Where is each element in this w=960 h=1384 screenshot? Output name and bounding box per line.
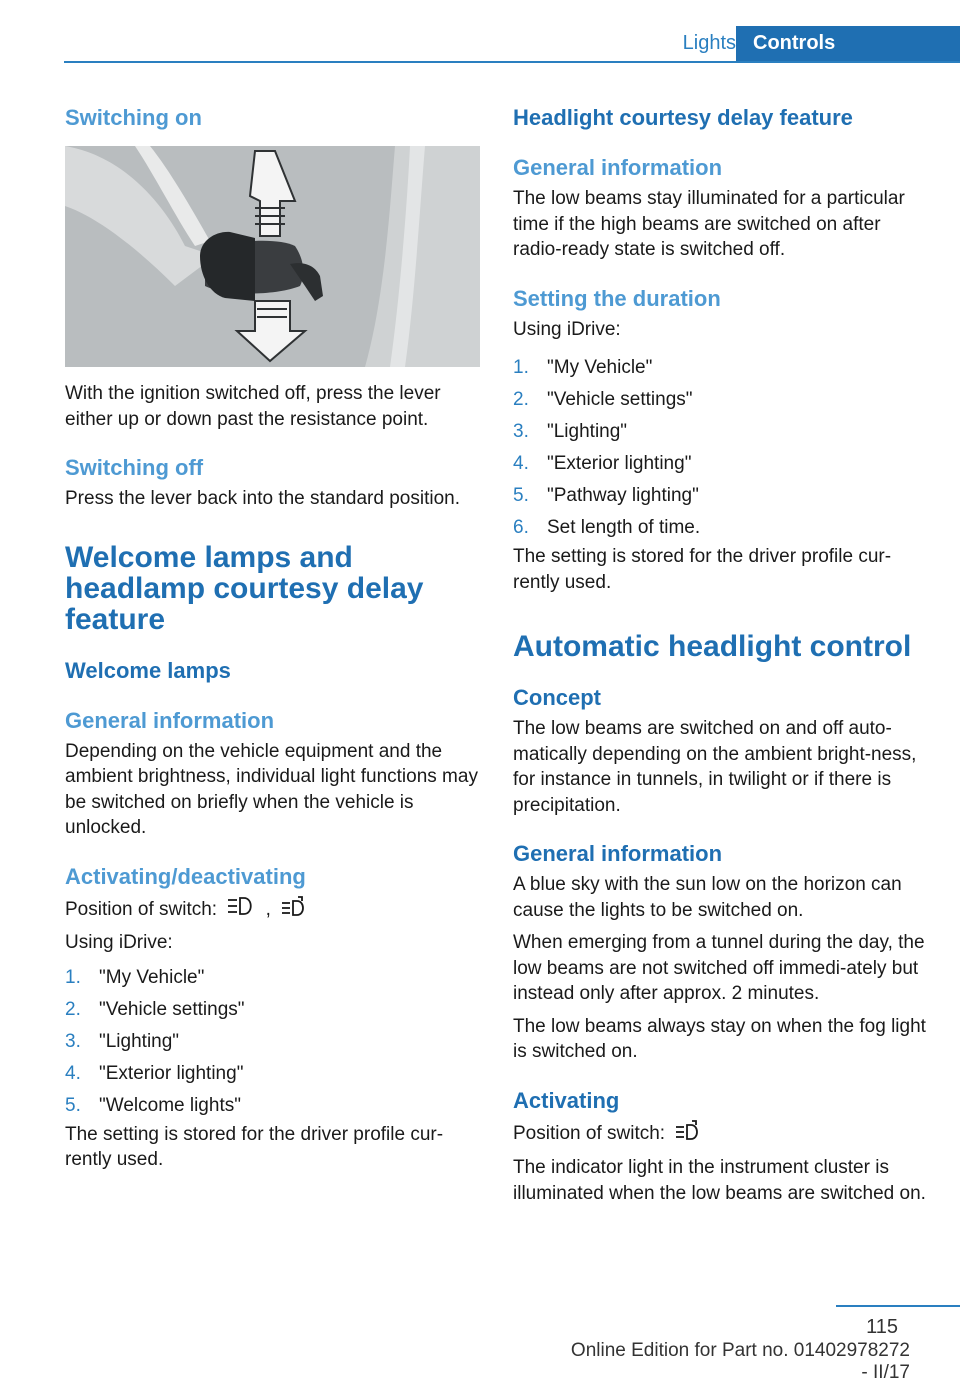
step-text: "Lighting" xyxy=(99,1030,180,1052)
general-info-text-1: A blue sky with the sun low on the horizon can cause the lights to be switched on. xyxy=(513,874,902,921)
header-tab-controls: Controls xyxy=(736,26,960,62)
courtesy-delay-heading: Headlight courtesy delay feature xyxy=(513,105,853,130)
step-text: "Vehicle settings" xyxy=(99,998,245,1020)
step-text: "Welcome lights" xyxy=(99,1094,241,1116)
setting-duration-heading: Setting the duration xyxy=(513,285,721,311)
general-info-text: Depending on the vehicle equipment and the ambient brightness, individual light functions may be switched on briefly when the vehicle is unlocked. xyxy=(65,740,478,838)
list-item xyxy=(65,1090,483,1122)
list-item xyxy=(65,994,483,1026)
left-column xyxy=(65,100,483,1173)
chapter-heading-automatic: Automatic headlight control xyxy=(513,630,912,663)
switching-off-heading: Switching off xyxy=(65,455,204,480)
general-info-heading-2: General information xyxy=(513,841,723,866)
switching-on-heading: Switching on xyxy=(65,105,202,130)
step-number: 1. xyxy=(513,357,529,378)
concept-text: The low beams are switched on and off auto-matically depending on the ambient bright-ness, for instance in tunnels, in twilight or if there is precipitation. xyxy=(513,718,917,816)
list-item xyxy=(513,384,931,416)
step-text: "Exterior lighting" xyxy=(547,453,692,474)
idrive-steps-list xyxy=(65,962,483,1122)
activating-deactivating-heading: Activating/deactivating xyxy=(65,863,306,889)
step-text: Set length of time. xyxy=(547,517,701,538)
automatic-headlight-icon xyxy=(674,1119,704,1149)
step-text: "My Vehicle" xyxy=(99,966,205,988)
step-number: 1. xyxy=(65,966,81,988)
general-info-text-2: When emerging from a tunnel during the day, the low beams are not switched off immedi-ately but instead only after approx. 2 minutes. xyxy=(513,932,925,1004)
header-rule xyxy=(64,61,960,63)
using-idrive-label: Using iDrive: xyxy=(65,932,173,953)
position-label: Position of switch: xyxy=(513,1122,666,1144)
step-number: 2. xyxy=(513,389,529,410)
list-item xyxy=(513,352,931,384)
idrive-steps-list xyxy=(513,352,931,544)
using-idrive-label: Using iDrive: xyxy=(513,318,621,340)
list-item xyxy=(65,1026,483,1058)
step-number: 3. xyxy=(65,1030,81,1052)
list-item xyxy=(513,480,931,512)
step-text: "Lighting" xyxy=(547,421,628,442)
activating-heading: Activating xyxy=(513,1087,620,1113)
step-text: "Exterior lighting" xyxy=(99,1062,244,1084)
general-info-text-3: The low beams always stay on when the fog light is switched on. xyxy=(513,1015,926,1062)
welcome-lamps-heading: Welcome lamps xyxy=(65,657,231,683)
stored-setting-text: The setting is stored for the driver profile cur-rently used. xyxy=(65,1123,444,1170)
step-number: 5. xyxy=(513,485,529,506)
switching-off-text: Press the lever back into the standard position. xyxy=(65,488,461,509)
chapter-heading-welcome: Welcome lamps and headlamp courtesy delay feature xyxy=(65,540,424,636)
list-item xyxy=(513,416,931,448)
footer-rule xyxy=(836,1305,960,1307)
general-info-heading: General information xyxy=(65,707,275,733)
page-number: 115 xyxy=(866,1316,898,1338)
list-item xyxy=(513,512,931,544)
general-info-text: The low beams stay illuminated for a particular time if the high beams are switched on after radio-ready state is switched off. xyxy=(513,188,905,260)
stored-setting-text: The setting is stored for the driver profile cur-rently used. xyxy=(513,546,892,593)
step-number: 3. xyxy=(513,421,529,442)
step-number: 6. xyxy=(513,517,529,538)
step-text: "My Vehicle" xyxy=(547,357,653,378)
step-number: 5. xyxy=(65,1094,81,1116)
position-of-switch-line xyxy=(65,895,483,925)
step-text: "Vehicle settings" xyxy=(547,389,693,410)
general-info-heading: General information xyxy=(513,155,723,180)
lever-illustration xyxy=(65,146,480,367)
concept-heading: Concept xyxy=(513,685,601,710)
step-text: "Pathway lighting" xyxy=(547,485,699,506)
right-column xyxy=(513,100,931,1206)
step-number: 4. xyxy=(65,1062,81,1084)
position-label: Position of switch: xyxy=(65,898,218,920)
list-item xyxy=(513,448,931,480)
switching-on-text: With the ignition switched off, press the lever either up or down past the resistance point. xyxy=(65,383,441,430)
lever-illustration-graphic xyxy=(65,146,480,367)
position-separator: , xyxy=(265,898,271,920)
step-number: 4. xyxy=(513,453,529,474)
step-number: 2. xyxy=(65,998,81,1020)
header-tab-lights: Lights xyxy=(682,32,736,54)
list-item xyxy=(65,1058,483,1090)
position-of-switch-line xyxy=(513,1119,931,1149)
parking-light-icon xyxy=(226,895,256,925)
edition-note: Online Edition for Part no. 01402978272 - II/17 xyxy=(570,1340,910,1383)
indicator-light-text: The indicator light in the instrument cluster is illuminated when the low beams are switched on. xyxy=(513,1157,926,1204)
list-item xyxy=(65,962,483,994)
automatic-headlight-icon xyxy=(280,895,310,925)
